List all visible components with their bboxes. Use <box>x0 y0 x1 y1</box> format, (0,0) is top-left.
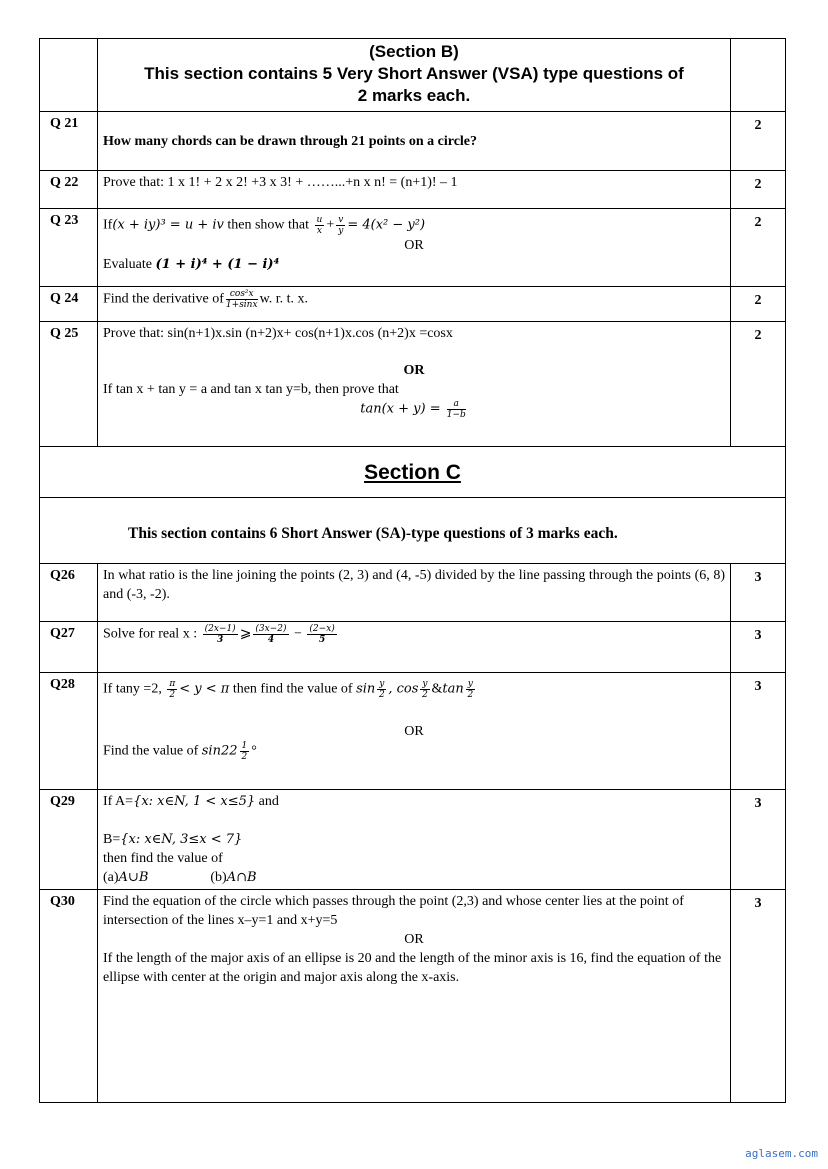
fraction <box>315 215 325 236</box>
math: A∪B <box>118 870 149 885</box>
text: Find the derivative of <box>103 291 224 307</box>
text: B= <box>103 832 121 847</box>
section-b-desc-1: This section contains 5 Very Short Answer (VSA) type questions of <box>144 64 684 83</box>
fraction <box>420 679 429 700</box>
text: then find the value of <box>229 681 357 697</box>
or-label: OR <box>403 363 425 378</box>
denominator: y <box>338 226 344 236</box>
numerator: cos²x <box>226 289 258 300</box>
math: , cos <box>388 681 419 697</box>
text: then find the value of <box>103 851 223 866</box>
question-number: Q 22 <box>40 171 98 209</box>
marks: 2 <box>731 209 786 287</box>
marks: 2 <box>731 171 786 209</box>
or-label: OR <box>404 932 424 947</box>
fraction <box>253 624 288 645</box>
question-row-22 <box>40 171 786 209</box>
section-b-desc-2: 2 marks each. <box>357 86 471 105</box>
math: {x: x∈N, 3≤x < 7} <box>120 832 243 847</box>
numerator: y <box>467 679 473 689</box>
numerator: (2−x) <box>309 624 335 634</box>
numerator: y <box>422 679 428 689</box>
question-row-28 <box>40 673 786 790</box>
or-label: OR <box>404 238 424 253</box>
question-text <box>98 287 731 322</box>
math: (1 + i)⁴ + (1 − i)⁴ <box>155 257 280 272</box>
question-number: Q26 <box>40 564 98 622</box>
marks: 3 <box>731 622 786 673</box>
marks: 3 <box>731 890 786 1103</box>
numerator: u <box>316 215 323 225</box>
question-row-23 <box>40 209 786 287</box>
marks: 3 <box>731 564 786 622</box>
question-number: Q29 <box>40 790 98 890</box>
operator: − <box>290 626 306 642</box>
question-text: Prove that: 1 x 1! + 2 x 2! +3 x 3! + ……...+n x n! = (n+1)! – 1 <box>98 171 731 209</box>
math: {x: x∈N, 1 < x≤5} <box>133 794 256 809</box>
text: (a) <box>103 870 119 885</box>
numerator: π <box>169 679 176 689</box>
text: Find the value of <box>103 743 202 759</box>
section-c-title: Section C <box>40 447 786 498</box>
math: sin <box>356 681 376 697</box>
question-row-29 <box>40 790 786 890</box>
numerator: 1 <box>241 741 248 751</box>
numerator: a <box>447 399 466 410</box>
marks: 3 <box>731 673 786 790</box>
question-row-27 <box>40 622 786 673</box>
section-b-header-row <box>40 39 786 112</box>
text: If <box>103 217 113 233</box>
text: & <box>431 681 443 697</box>
numerator: (2x−1) <box>204 624 236 634</box>
denominator: 2 <box>422 690 428 700</box>
math: = 4(x² − y²) <box>347 217 426 233</box>
math: tan(x + y) = <box>360 401 445 417</box>
denominator: 4 <box>267 635 275 645</box>
question-number: Q28 <box>40 673 98 790</box>
math: < y < π <box>179 681 230 697</box>
question-row-26 <box>40 564 786 622</box>
denominator: 1−b <box>446 410 466 420</box>
operator: ⩾ <box>239 626 252 642</box>
text: Evaluate <box>103 257 156 272</box>
text: and <box>255 794 279 809</box>
math: tan <box>442 681 464 697</box>
fraction <box>240 741 250 762</box>
text: Find the equation of the circle which passes through the point (2,3) and whose center lies at the point of intersection of the lines x–y=1 and x+y=5 <box>103 894 684 928</box>
marks: 2 <box>731 287 786 322</box>
denominator: 5 <box>318 635 326 645</box>
text: then show that <box>223 217 313 233</box>
denominator: 2 <box>467 690 474 700</box>
denominator: x <box>316 226 322 236</box>
text: Prove that: sin(n+1)x.sin (n+2)x+ cos(n+1)x.cos (n+2)x =cosx <box>103 326 453 341</box>
denominator: 2 <box>378 690 385 700</box>
fraction <box>447 399 466 420</box>
fraction <box>377 679 386 700</box>
question-text: How many chords can be drawn through 21 points on a circle? <box>98 112 731 171</box>
question-row-24 <box>40 287 786 322</box>
numerator: v <box>338 215 344 225</box>
question-text: In what ratio is the line joining the points (2, 3) and (4, -5) divided by the line passing through the points (6, 8) and (-3, -2). <box>98 564 731 622</box>
numerator: y <box>379 679 385 689</box>
fraction <box>226 289 258 310</box>
denominator: 1+sinx <box>225 300 258 310</box>
fraction <box>307 624 336 645</box>
question-text <box>98 790 731 890</box>
math: A∩B <box>226 870 257 885</box>
denominator: 2 <box>169 690 176 700</box>
text: w. r. t. x. <box>259 291 309 307</box>
question-text <box>98 890 731 1103</box>
fraction <box>466 679 475 700</box>
section-c-desc: This section contains 6 Short Answer (SA)-type questions of 3 marks each. <box>40 498 786 564</box>
section-b-title: (Section B) <box>369 42 459 61</box>
text: If A= <box>103 794 134 809</box>
question-table <box>39 38 786 1103</box>
question-number: Q 21 <box>40 112 98 171</box>
math: sin22 <box>201 743 238 759</box>
question-row-25 <box>40 322 786 447</box>
math: (x + iy)³ = u + iv <box>112 217 224 233</box>
question-text: If(x + iy)³ = u + iv then show that $\frac{u}{x}$ + $\frac{v}{y}$ = 4(x² − y²) OR Evaluate (1 + i)⁴ + (1 − i)⁴ <box>98 209 731 287</box>
numerator: (3x−2) <box>255 624 287 634</box>
question-text <box>98 673 731 790</box>
denominator: 3 <box>217 635 224 645</box>
question-text <box>98 622 731 673</box>
marks: 2 <box>731 322 786 447</box>
question-number: Q 24 <box>40 287 98 322</box>
watermark-link[interactable]: aglasem.com <box>745 1147 818 1160</box>
denominator: 2 <box>241 752 248 762</box>
question-number: Q30 <box>40 890 98 1103</box>
question-number: Q 25 <box>40 322 98 447</box>
text: If the length of the major axis of an ellipse is 20 and the length of the minor axis is 16, find the equation of the ellipse with center at the origin and major axis along the x-axis. <box>103 951 722 985</box>
question-row-21 <box>40 112 786 171</box>
fraction <box>167 679 177 700</box>
text: (b) <box>210 870 227 885</box>
question-number: Q27 <box>40 622 98 673</box>
text: If tany =2, <box>103 681 166 697</box>
question-number: Q 23 <box>40 209 98 287</box>
section-c-desc-row <box>40 498 786 564</box>
fraction <box>336 215 345 236</box>
question-row-30 <box>40 890 786 1103</box>
degree: ° <box>251 743 257 759</box>
fraction <box>203 624 238 645</box>
text: Solve for real x : <box>103 626 201 642</box>
section-c-title-row <box>40 447 786 498</box>
or-label: OR <box>404 724 424 739</box>
section-b-header <box>98 39 731 112</box>
marks: 3 <box>731 790 786 890</box>
question-text <box>98 322 731 447</box>
marks: 2 <box>731 112 786 171</box>
text: If tan x + tan y = a and tan x tan y=b, then prove that <box>103 382 399 397</box>
